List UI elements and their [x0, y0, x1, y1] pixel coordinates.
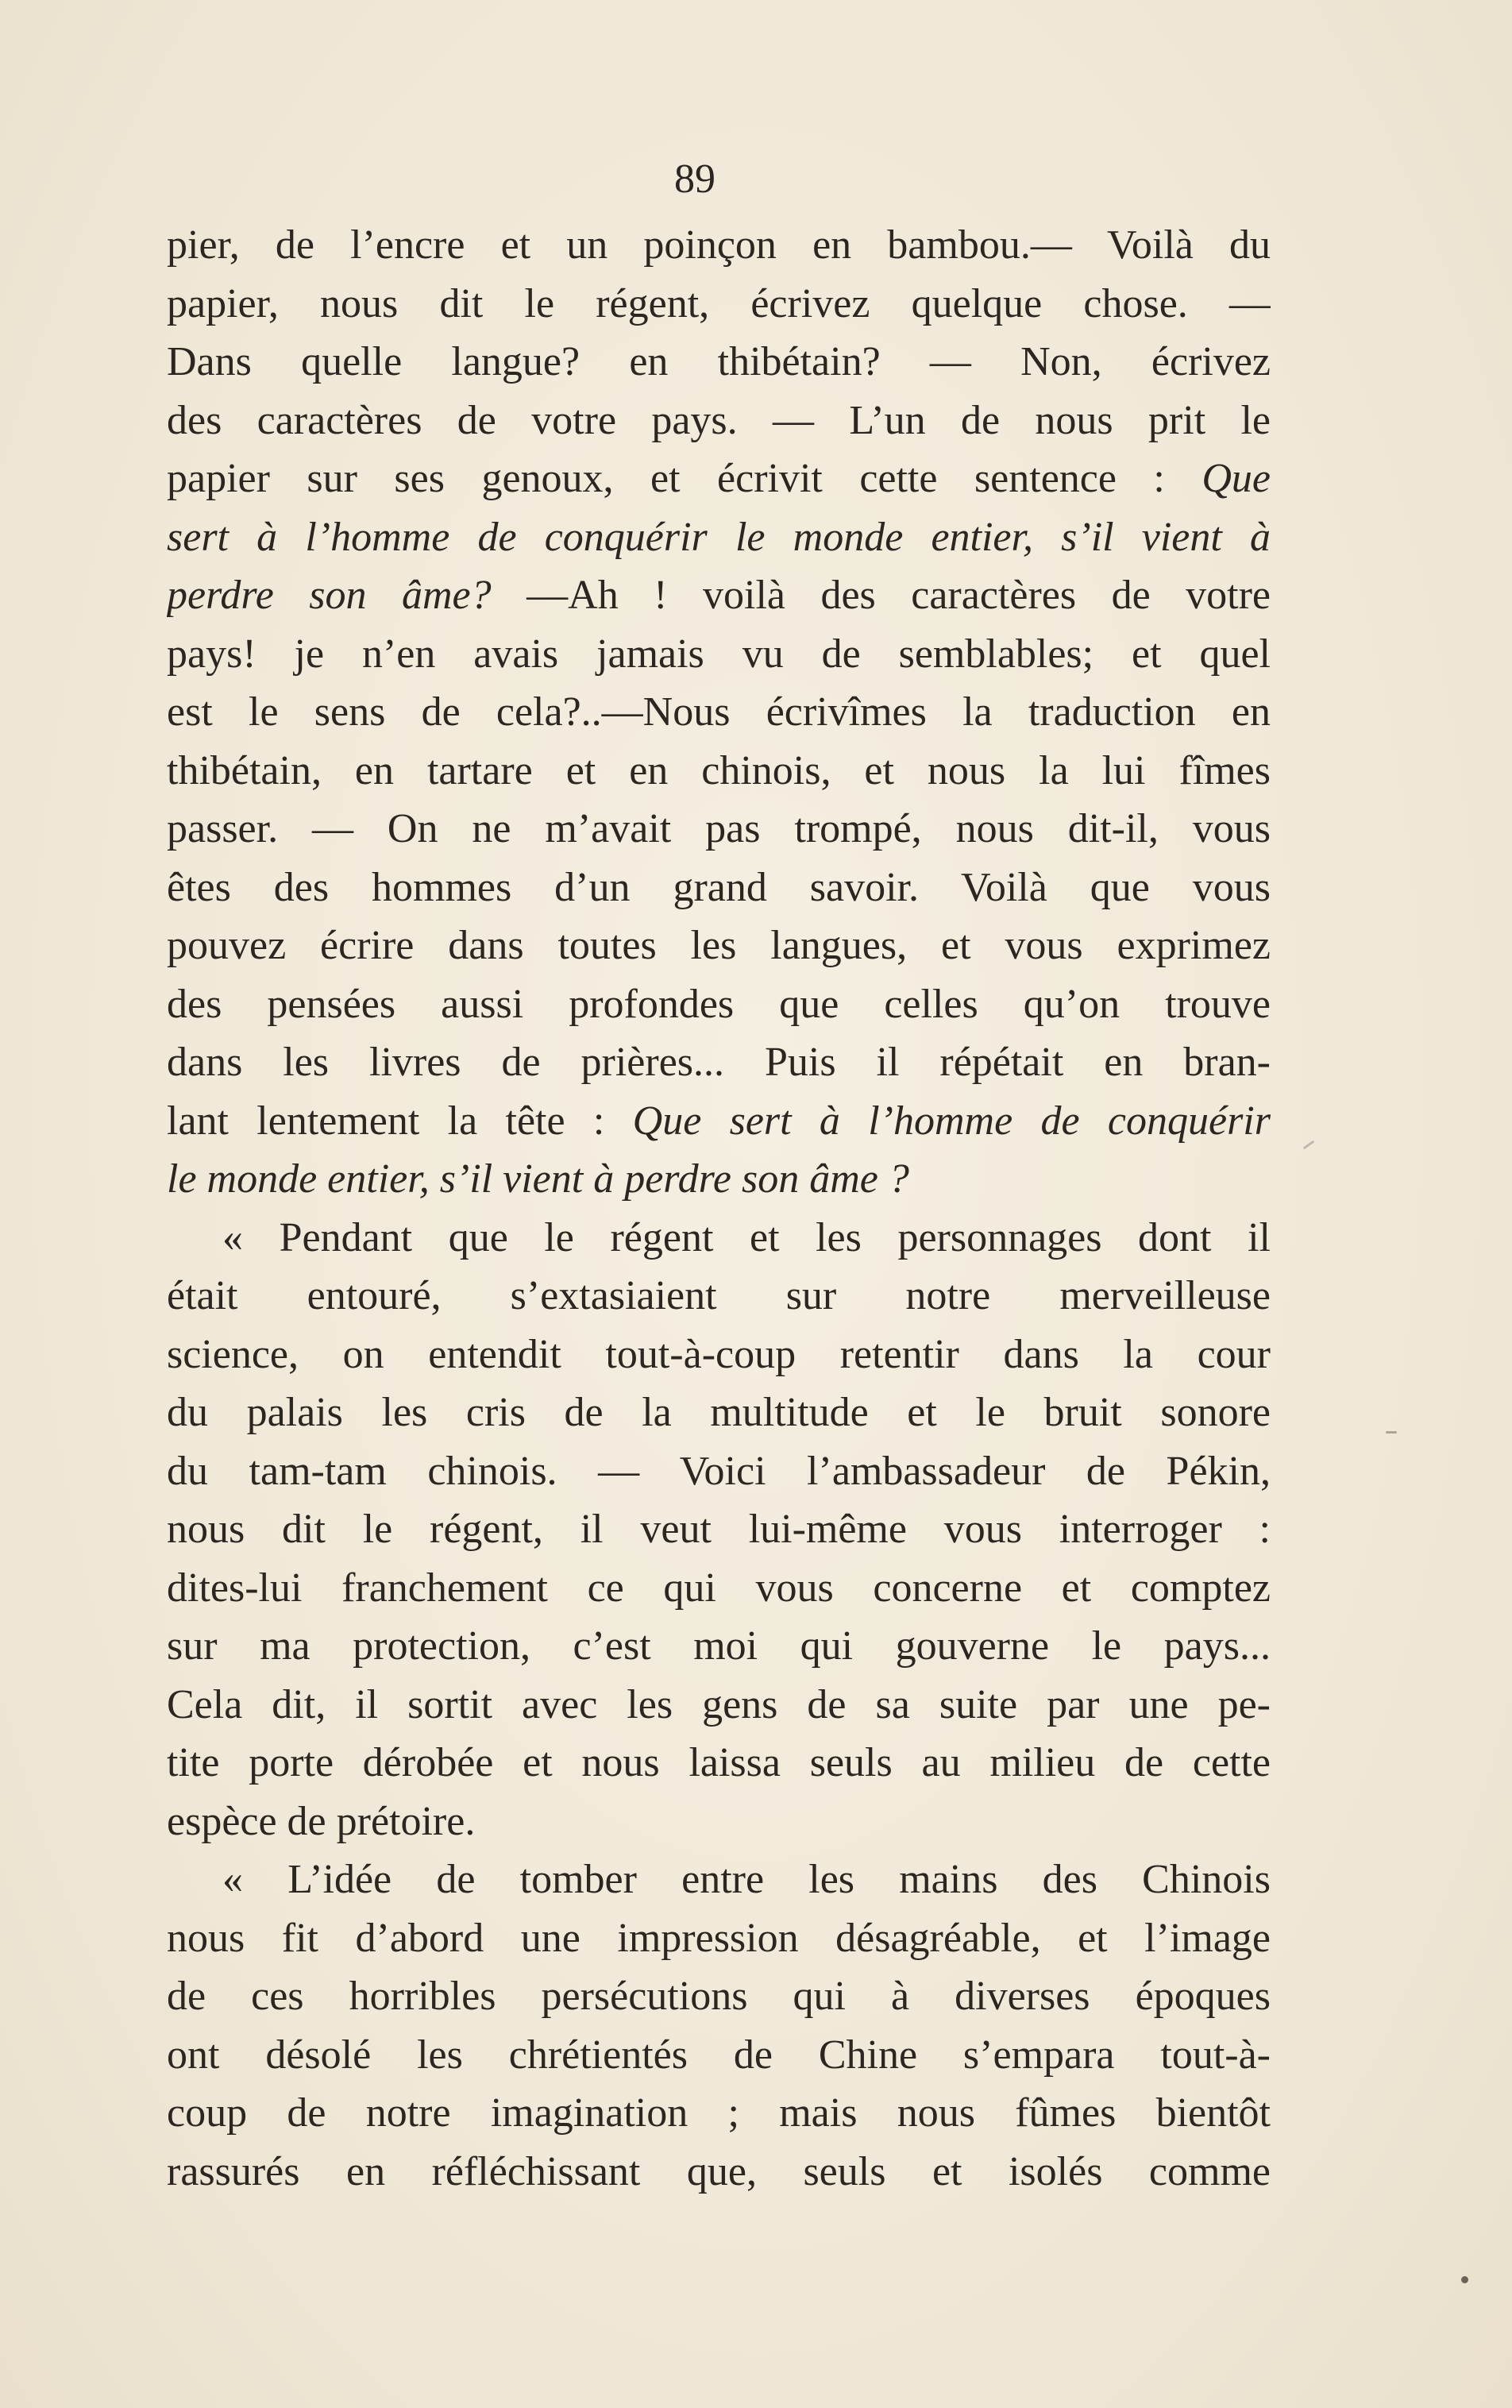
text-run: rassurés en réfléchissant que, seuls et isolés comme — [167, 2148, 1271, 2194]
text-run: nous dit le régent, il veut lui-même vous interroger : — [167, 1507, 1271, 1552]
text-line — [167, 333, 1271, 392]
body-text — [167, 216, 1271, 2201]
text-run: est le sens de cela?..—Nous écrivîmes la traduction en — [167, 689, 1271, 735]
text-run: espèce de prétoire. — [167, 1798, 476, 1844]
text-run: Dans quelle langue? en thibétain? — Non, écrivez — [167, 339, 1271, 384]
text-run: ont désolé les chrétientés de Chine s’empara tout-à- — [167, 2032, 1271, 2078]
text-line — [167, 2026, 1271, 2085]
text-line — [167, 1967, 1271, 2026]
text-run: des caractères de votre pays. — L’un de nous prit le — [167, 397, 1271, 443]
text-line — [167, 508, 1271, 567]
paper-speck — [1461, 2276, 1468, 2283]
text-run: « L’idée de tomber entre les mains des Chinois — [222, 1857, 1271, 1902]
text-line — [167, 859, 1271, 917]
italic-text-run: le monde entier, s’il vient à perdre son âme ? — [167, 1156, 909, 1202]
text-line — [167, 1909, 1271, 1968]
text-run: dites-lui franchement ce qui vous concerne et comptez — [167, 1565, 1271, 1611]
text-line — [167, 683, 1271, 742]
text-run: « Pendant que le régent et les personnages dont il — [222, 1214, 1271, 1260]
text-line — [167, 1676, 1271, 1735]
text-run: dans les livres de prières... Puis il répétait en bran- — [167, 1040, 1271, 1085]
text-run: êtes des hommes d’un grand savoir. Voilà que vous — [167, 864, 1271, 910]
italic-text-run: Que sert à l’homme de conquérir — [632, 1098, 1271, 1144]
text-line — [167, 1850, 1271, 1909]
text-line — [167, 1267, 1271, 1326]
text-run: Cela dit, il sortit avec les gens de sa suite par une pe- — [167, 1681, 1271, 1727]
text-line — [167, 1734, 1271, 1792]
text-line — [167, 1617, 1271, 1676]
text-line — [167, 450, 1271, 508]
text-run: de ces horribles persécutions qui à diverses époques — [167, 1974, 1271, 2019]
text-line — [167, 1442, 1271, 1501]
italic-text-run: perdre son âme? — [167, 573, 492, 618]
text-run: nous fit d’abord une impression désagréable, et l’image — [167, 1915, 1271, 1961]
text-run: science, on entendit tout-à-coup retentir dans la cour — [167, 1331, 1271, 1377]
text-line — [167, 625, 1271, 684]
text-line — [167, 2084, 1271, 2143]
text-line — [167, 1150, 1271, 1209]
text-line — [167, 1383, 1271, 1442]
text-line — [167, 742, 1271, 801]
text-line — [167, 1500, 1271, 1559]
text-run: était entouré, s’extasiaient sur notre merveilleuse — [167, 1273, 1271, 1318]
text-run: coup de notre imagination ; mais nous fûmes bientôt — [167, 2090, 1271, 2136]
text-line — [167, 392, 1271, 450]
text-line — [167, 275, 1271, 334]
text-run: passer. — On ne m’avait pas trompé, nous dit-il, vous — [167, 806, 1271, 851]
text-run: des pensées aussi profondes que celles qu’on trouve — [167, 981, 1271, 1027]
text-line — [167, 1559, 1271, 1618]
text-line — [167, 917, 1271, 975]
text-run: lant lentement la tête : — [167, 1098, 633, 1144]
text-run: —Ah ! voilà des caractères de votre — [491, 573, 1271, 618]
text-line — [167, 1209, 1271, 1268]
text-line — [167, 566, 1271, 625]
text-run: papier sur ses genoux, et écrivit cette sentence : — [167, 456, 1202, 501]
text-line — [167, 800, 1271, 859]
text-line — [167, 216, 1271, 275]
text-run: tite porte dérobée et nous laissa seuls au milieu de cette — [167, 1740, 1271, 1785]
italic-text-run: sert à l’homme de conquérir le monde entier, s’il vient à — [167, 514, 1271, 560]
paper-speck — [1303, 1140, 1315, 1150]
text-run: sur ma protection, c’est moi qui gouverne le pays... — [167, 1623, 1271, 1669]
text-line — [167, 1792, 1271, 1851]
text-run: papier, nous dit le régent, écrivez quelque chose. — — [167, 280, 1271, 326]
text-line — [167, 1033, 1271, 1092]
text-line — [167, 1326, 1271, 1384]
paper-speck — [1386, 1431, 1397, 1434]
text-run: thibétain, en tartare et en chinois, et nous la lui fîmes — [167, 747, 1271, 793]
text-run: pouvez écrire dans toutes les langues, et vous exprimez — [167, 923, 1271, 968]
text-run: pier, de l’encre et un poinçon en bambou.— Voilà du — [167, 222, 1271, 268]
text-line — [167, 975, 1271, 1034]
text-line — [167, 2143, 1271, 2202]
text-line — [167, 1092, 1271, 1151]
text-run: du tam-tam chinois. — Voici l’ambassadeur de Pékin, — [167, 1448, 1271, 1494]
text-run: pays! je n’en avais jamais vu de semblables; et quel — [167, 631, 1271, 677]
italic-text-run: Que — [1202, 456, 1271, 501]
page-number: 89 — [674, 156, 716, 202]
text-run: du palais les cris de la multitude et le bruit sonore — [167, 1390, 1271, 1435]
